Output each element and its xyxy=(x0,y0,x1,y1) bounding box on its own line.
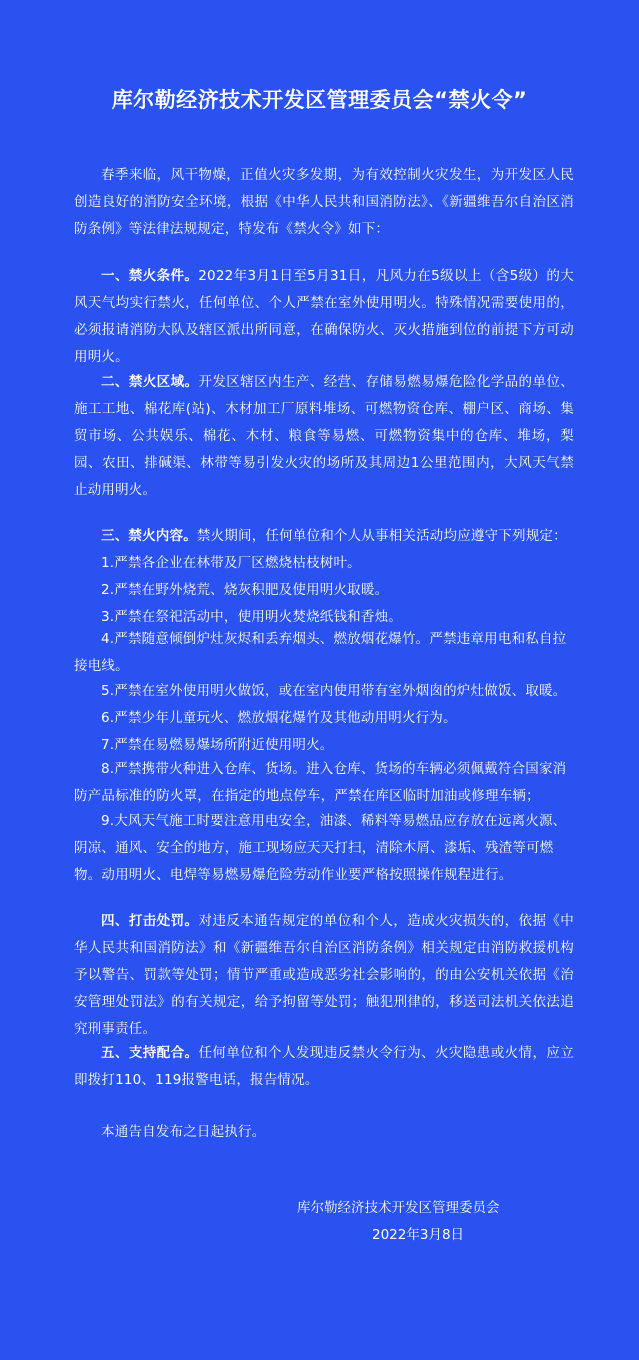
list-item: 1.严禁各企业在林带及厂区燃烧枯枝树叶。 xyxy=(101,555,361,571)
list-item: 2.严禁在野外烧荒、烧灰积肥及使用明火取暖。 xyxy=(101,582,389,598)
list-item: 3.严禁在祭祀活动中，使用明火焚烧纸钱和香烛。 xyxy=(101,609,402,625)
section-3-body: 禁火期间，任何单位和个人从事相关活动均应遵守下列规定： xyxy=(196,528,567,544)
section-5-heading: 五、支持配合。 xyxy=(101,1045,199,1061)
section-1 xyxy=(74,263,574,371)
section-2 xyxy=(74,369,574,504)
list-item: 7.严禁在易燃易爆场所附近使用明火。 xyxy=(101,737,334,753)
section-2-heading: 二、禁火区域。 xyxy=(101,374,199,390)
notice-title: 库尔勒经济技术开发区管理委员会“禁火令” xyxy=(111,88,528,112)
section-2-body: 开发区辖区内生产、经营、存储易燃易爆危险化学品的单位、施工工地、棉花库(站)、木材加工厂原料堆场、可燃物资仓库、棚户区、商场、集贸市场、公共娱乐、棉花、木材、粮食等易燃、可燃物资集中的仓库、堆场，梨园、农田、排碱渠、林带等易引发火灾的场所及其周边1公里范围内，大风天气禁止动用明火。 xyxy=(74,374,574,498)
signature-date: 2022年3月8日 xyxy=(372,1227,465,1243)
section-5 xyxy=(74,1040,574,1094)
section-4 xyxy=(74,908,574,1043)
section-3-heading: 三、禁火内容。 xyxy=(101,528,197,544)
intro-paragraph: 春季来临，风干物燥，正值火灾多发期，为有效控制火灾发生，为开发区人民创造良好的消防安全环境，根据《中华人民共和国消防法》、《新疆维吾尔自治区消防条例》等法律法规规定，特发布《禁火令》如下： xyxy=(74,167,574,237)
section-4-heading: 四、打击处罚。 xyxy=(101,913,199,929)
section-1-body: 2022年3月1日至5月31日，凡风力在5级以上（含5级）的大风天气均实行禁火，任何单位、个人严禁在室外使用明火。特殊情况需要使用的，必须报请消防大队及辖区派出所同意，在确保防火、灭火措施到位的前提下方可动用明火。 xyxy=(74,268,574,365)
section-5-body: 任何单位和个人发现违反禁火令行为、火灾隐患或火情，应立即拨打110、119报警电话，报告情况。 xyxy=(74,1045,574,1088)
list-item: 6.严禁少年儿童玩火、燃放烟花爆竹及其他动用明火行为。 xyxy=(101,710,457,726)
section-1-heading: 一、禁火条件。 xyxy=(101,268,199,284)
signature-org: 库尔勒经济技术开发区管理委员会 xyxy=(297,1200,500,1216)
list-item: 4.严禁随意倾倒炉灶灰烬和丢弃烟头、燃放烟花爆竹。严禁违章用电和私自拉接电线。 xyxy=(74,631,567,674)
list-item: 9.大风天气施工时要注意用电安全，油漆、稀料等易燃品应存放在远离火源、阴凉、通风、安全的地方，施工现场应天天打扫，清除木屑、漆垢、残渣等可燃物。动用明火、电焊等易燃易爆危险劳动作业要严格按照操作规程进行。 xyxy=(74,813,567,883)
list-item: 8.严禁携带火种进入仓库、货场。进入仓库、货场的车辆必须佩戴符合国家消防产品标准的防火罩，在指定的地点停车，严禁在库区临时加油或修理车辆； xyxy=(74,761,567,804)
list-item: 5.严禁在室外使用明火做饭，或在室内使用带有室外烟囱的炉灶做饭、取暖。 xyxy=(101,683,567,699)
closing-line: 本通告自发布之日起执行。 xyxy=(101,1124,266,1140)
section-3 xyxy=(74,523,574,550)
section-4-body: 对违反本通告规定的单位和个人，造成火灾损失的，依据《中华人民共和国消防法》和《新疆维吾尔自治区消防条例》相关规定由消防救援机构予以警告、罚款等处罚；情节严重或造成恶劣社会影响的，的由公安机关依据《治安管理处罚法》的有关规定，给予拘留等处罚；触犯刑律的，移送司法机关依法追究刑事责任。 xyxy=(74,913,574,1037)
